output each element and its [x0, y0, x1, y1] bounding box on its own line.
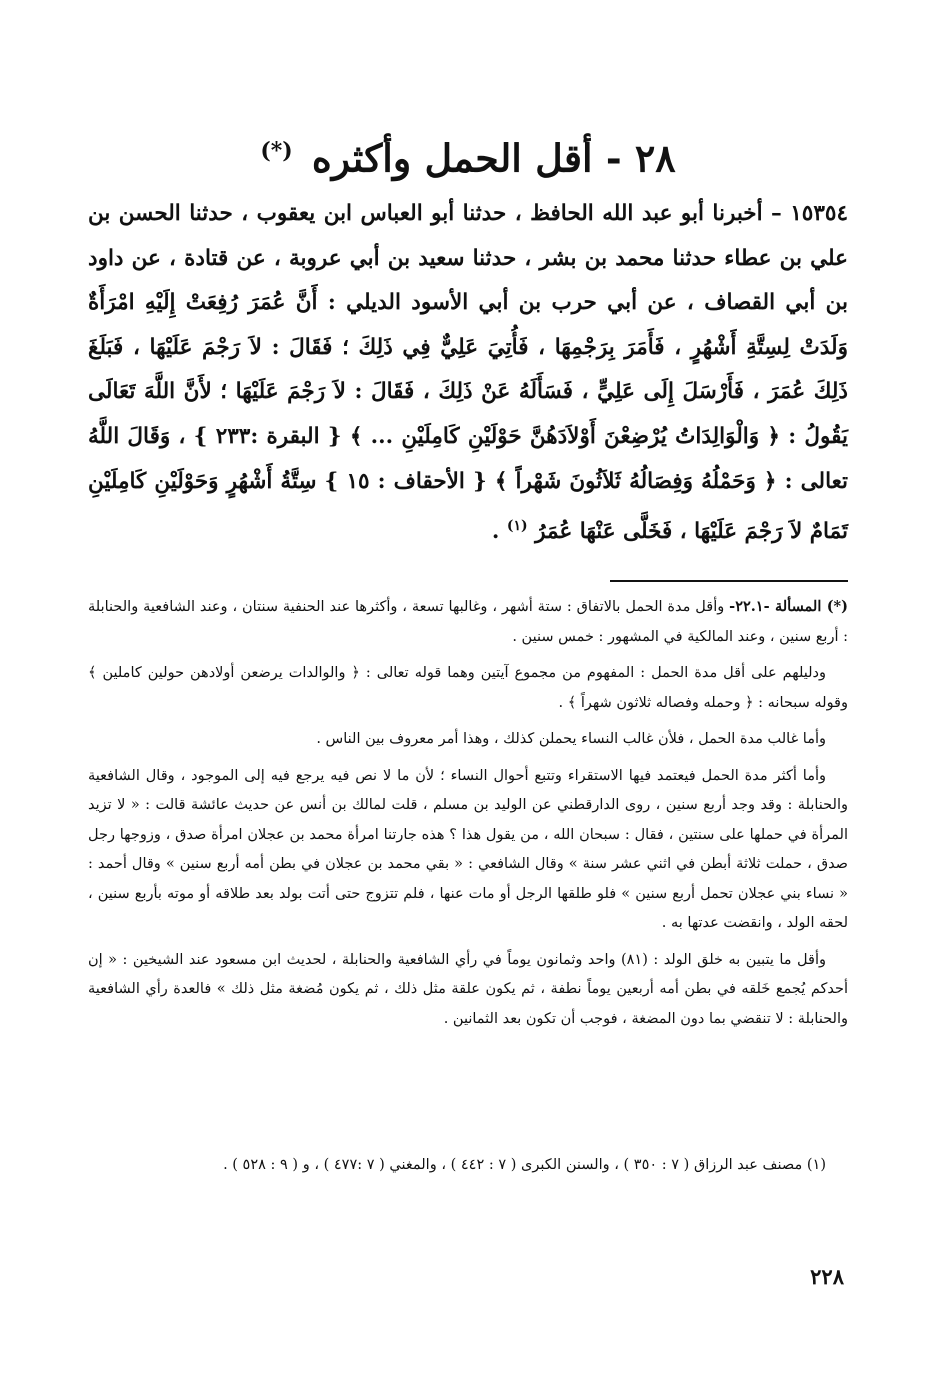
commentary-notes	[88, 592, 848, 1041]
issue-label: (*) المسألة -٢٢.١-	[729, 598, 848, 615]
hadith-number: ١٥٣٥٤	[790, 201, 848, 226]
note-paragraph	[88, 592, 848, 652]
chapter-dash: -	[605, 135, 622, 181]
chapter-number: ٢٨	[634, 135, 676, 181]
source-footnote: (١) مصنف عبد الرزاق ( ٧ : ٣٥٠ ) ، والسنن الكبرى ( ٧ : ٤٤٢ ) ، والمغني ( ٧ :٤٧٧ ) ، و ( ٩ : ٥٢٨ ) .	[223, 1157, 826, 1173]
footnote-reference: (١)	[506, 518, 528, 535]
hadith-end: .	[491, 519, 500, 545]
note-paragraph: وأما غالب مدة الحمل ، فلأن غالب النساء يحملن كذلك ، وهذا أمر معروف بين الناس .	[316, 731, 826, 747]
note-paragraph: وأما أكثر مدة الحمل فيعتمد فيها الاستقراء وتتبع أحوال النساء ؛ لأن ما لا نص فيه يرجع فيه إلى الموجود ، وقال الشافعية والحنابلة : وقد وجد أربع سنين ، روى الدارقطني عن الوليد بن مسلم ، قلت لمالك بن أنس عن حديث عائشة قالت : « لا تزيد المرأة في حملها على سنتين ، فقال : سبحان الله ، من يقول هذا ؟ هذه جارتنا امرأة محمد بن عجلان امرأة صدق ، وزوجها رجل صدق ، حملت ثلاثة أبطن في اثني عشر سنة » وقال الشافعي : « بقي محمد بن عجلان في بطن أمه أربع سنين » وقال أحمد : « نساء بني عجلان تحمل أربع سنين » فلو طلقها الرجل أو مات عنها ، فلم تتزوج حتى أتت بولد بعد طلاقه أو موته بأربع سنين ، لحقه الولد ، وانقضت عدتها به .	[88, 767, 848, 931]
page-number: ٢٢٨	[810, 1264, 844, 1289]
hadith-text: – أخبرنا أبو عبد الله الحافظ ، حدثنا أبو العباس ابن يعقوب ، حدثنا الحسن بن علي بن عطاء حدثنا محمد بن بشر ، حدثنا سعيد بن أبي عروبة ، عن قتادة ، عن داود بن أبي القصاف ، عن أبي حرب بن أبي الأسود الديلي : أَنَّ عُمَرَ رُفِعَتْ إِلَيْهِ امْرَأَةٌ وَلَدَتْ لِسِتَّةِ أَشْهُرٍ ، فَأَمَرَ بِرَجْمِهَا ، فَأُتِيَ عَلِيٌّ فِي ذَلِكَ ؛ فَقَالَ : لاَ رَجْمَ عَلَيْهَا ، فَبَلَغَ ذَلِكَ عُمَرَ ، فَأَرْسَلَ إِلَى عَلِيٍّ ، فَسَأَلَهُ عَنْ ذَلِكَ ، فَقَالَ : لاَ رَجْمَ عَلَيْهَا ؛ لأَنَّ اللَّهَ تَعَالَى يَقُولُ : ﴿ وَالْوَالِدَاتُ يُرْضِعْنَ أَوْلاَدَهُنَّ حَوْلَيْنِ كَامِلَيْنِ ... ﴾ { البقرة :٢٣٣ } ، وَقَالَ اللَّهُ تعالى : ﴿ وَحَمْلُهُ وَفِصَالُهُ ثَلاَثُونَ شَهْراً ﴾ { الأحقاف : ١٥ } سِتَّةُ أَشْهُرٍ وَحَوْلَيْنِ كَامِلَيْنِ تَمَامٌ لاَ رَجْمَ عَلَيْهَا ، فَخَلَّى عَنْهَا عُمَرُ	[88, 201, 848, 545]
footnote-separator	[610, 580, 848, 582]
chapter-title-text: أقل الحمل وأكثره	[311, 135, 593, 181]
document-page	[88, 0, 848, 1375]
chapter-title	[88, 122, 848, 188]
chapter-note-marker: (*)	[260, 138, 293, 164]
note-paragraph: ودليلهم على أقل مدة الحمل : المفهوم من مجموع آيتين وهما قوله تعالى : ﴿ والوالدات يرضعن أولادهن حولين كاملين ﴾ وقوله سبحانه : ﴿ وحمله وفصاله ثلاثون شهراً ﴾ .	[88, 665, 848, 711]
hadith-paragraph	[88, 192, 848, 555]
note-paragraph: وأقل ما يتبين به خلق الولد : (٨١) واحد وثمانون يوماً في رأي الشافعية والحنابلة ، لحديث ابن مسعود عند الشيخين : « إن أحدكم يُجمع خَلقه في بطن أمه أربعين يوماً نطفة ، ثم يكون علقة مثل ذلك ، ثم يكون مُضغة مثل ذلك » فالعدة رأي الشافعية والحنابلة : لا تنقضي بما دون المضغة ، فوجب أن تكون بعد الثمانين .	[88, 951, 848, 1027]
note-text: وأقل مدة الحمل بالاتفاق : ستة أشهر ، وغالبها تسعة ، وأكثرها عند الحنفية سنتان ، وعند الشافعية والحنابلة : أربع سنين ، وعند المالكية في المشهور : خمس سنين .	[88, 599, 848, 645]
